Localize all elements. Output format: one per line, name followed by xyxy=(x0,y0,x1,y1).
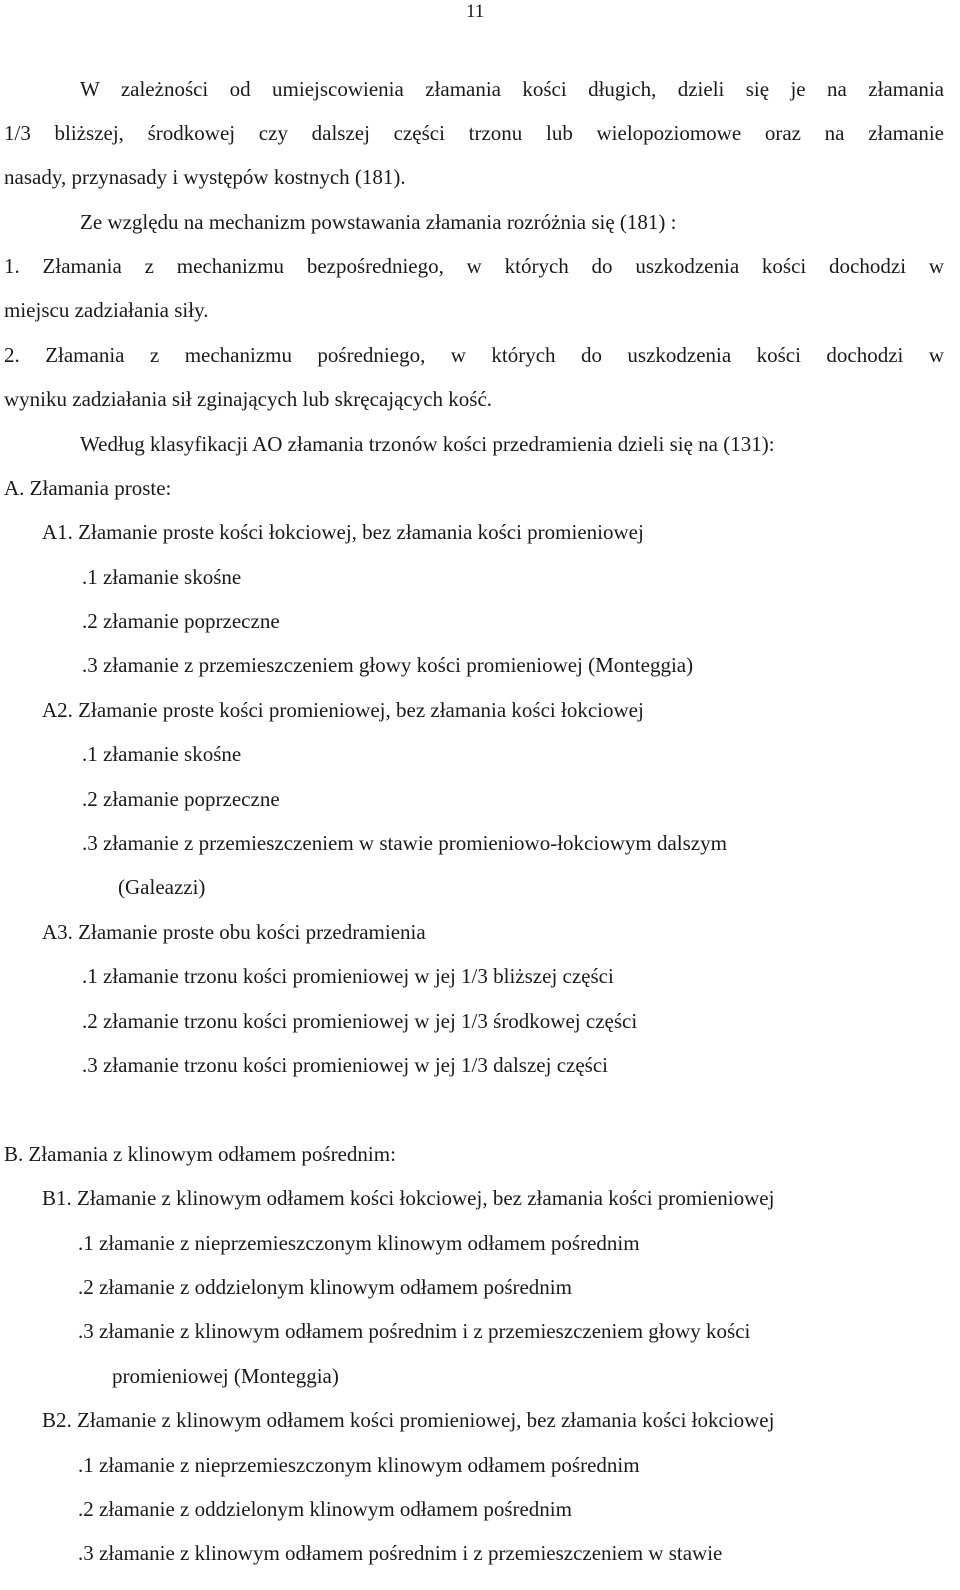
list-item: .3 złamanie z klinowym odłamem pośrednim i z przemieszczeniem głowy kości xyxy=(78,1319,751,1343)
list-item: .2 złamanie z oddzielonym klinowym odłamem pośrednim xyxy=(78,1497,572,1521)
list-item: .1 złamanie trzonu kości promieniowej w jej 1/3 bliższej części xyxy=(82,964,614,988)
mechanism-item-cont: wyniku zadziałania sił zginających lub skręcających kość. xyxy=(4,387,493,411)
mechanism-item: 1. Złamania z mechanizmu bezpośredniego, w których do uszkodzenia kości dochodzi w xyxy=(4,254,944,278)
page-number: 11 xyxy=(466,1,485,22)
paragraph-line: Według klasyfikacji AO złamania trzonów kości przedramienia dzieli się na (131): xyxy=(80,432,775,456)
list-item: .2 złamanie z oddzielonym klinowym odłamem pośrednim xyxy=(78,1275,572,1299)
mechanism-item: 2. Złamania z mechanizmu pośredniego, w których do uszkodzenia kości dochodzi w xyxy=(4,343,944,367)
paragraph-line: Ze względu na mechanizm powstawania złamania rozróżnia się (181) : xyxy=(80,210,677,234)
subgroup-title: A3. Złamanie proste obu kości przedramienia xyxy=(42,920,426,944)
list-item: .3 złamanie z przemieszczeniem w stawie promieniowo-łokciowym dalszym xyxy=(82,831,727,855)
list-item: .3 złamanie z przemieszczeniem głowy kości promieniowej (Monteggia) xyxy=(82,653,694,677)
paragraph-line: W zależności od umiejscowienia złamania kości długich, dzieli się je na złamania xyxy=(80,77,944,101)
list-item-cont: (Galeazzi) xyxy=(118,875,206,899)
list-item: .1 złamanie z nieprzemieszczonym klinowym odłamem pośrednim xyxy=(78,1453,640,1477)
group-title: B. Złamania z klinowym odłamem pośrednim: xyxy=(4,1142,396,1166)
paragraph-line: nasady, przynasady i występów kostnych (181). xyxy=(4,165,406,189)
list-item-cont: promieniowej (Monteggia) xyxy=(112,1364,339,1388)
list-item: .2 złamanie trzonu kości promieniowej w jej 1/3 środkowej części xyxy=(82,1009,638,1033)
group-title: A. Złamania proste: xyxy=(4,476,172,500)
list-item: .1 złamanie z nieprzemieszczonym klinowym odłamem pośrednim xyxy=(78,1231,640,1255)
subgroup-title: A1. Złamanie proste kości łokciowej, bez złamania kości promieniowej xyxy=(42,520,644,544)
list-item: .2 złamanie poprzeczne xyxy=(82,787,280,811)
subgroup-title: B1. Złamanie z klinowym odłamem kości łokciowej, bez złamania kości promieniowej xyxy=(42,1186,775,1210)
list-item: .3 złamanie z klinowym odłamem pośrednim i z przemieszczeniem w stawie xyxy=(78,1541,723,1565)
mechanism-item-cont: miejscu zadziałania siły. xyxy=(4,298,209,322)
list-item: .1 złamanie skośne xyxy=(82,742,242,766)
paragraph-line: 1/3 bliższej, środkowej czy dalszej części trzonu lub wielopoziomowe oraz na złamanie xyxy=(4,121,944,145)
list-item: .1 złamanie skośne xyxy=(82,565,242,589)
subgroup-title: A2. Złamanie proste kości promieniowej, bez złamania kości łokciowej xyxy=(42,698,644,722)
subgroup-title: B2. Złamanie z klinowym odłamem kości promieniowej, bez złamania kości łokciowej xyxy=(42,1408,775,1432)
list-item: .3 złamanie trzonu kości promieniowej w jej 1/3 dalszej części xyxy=(82,1053,608,1077)
list-item: .2 złamanie poprzeczne xyxy=(82,609,280,633)
